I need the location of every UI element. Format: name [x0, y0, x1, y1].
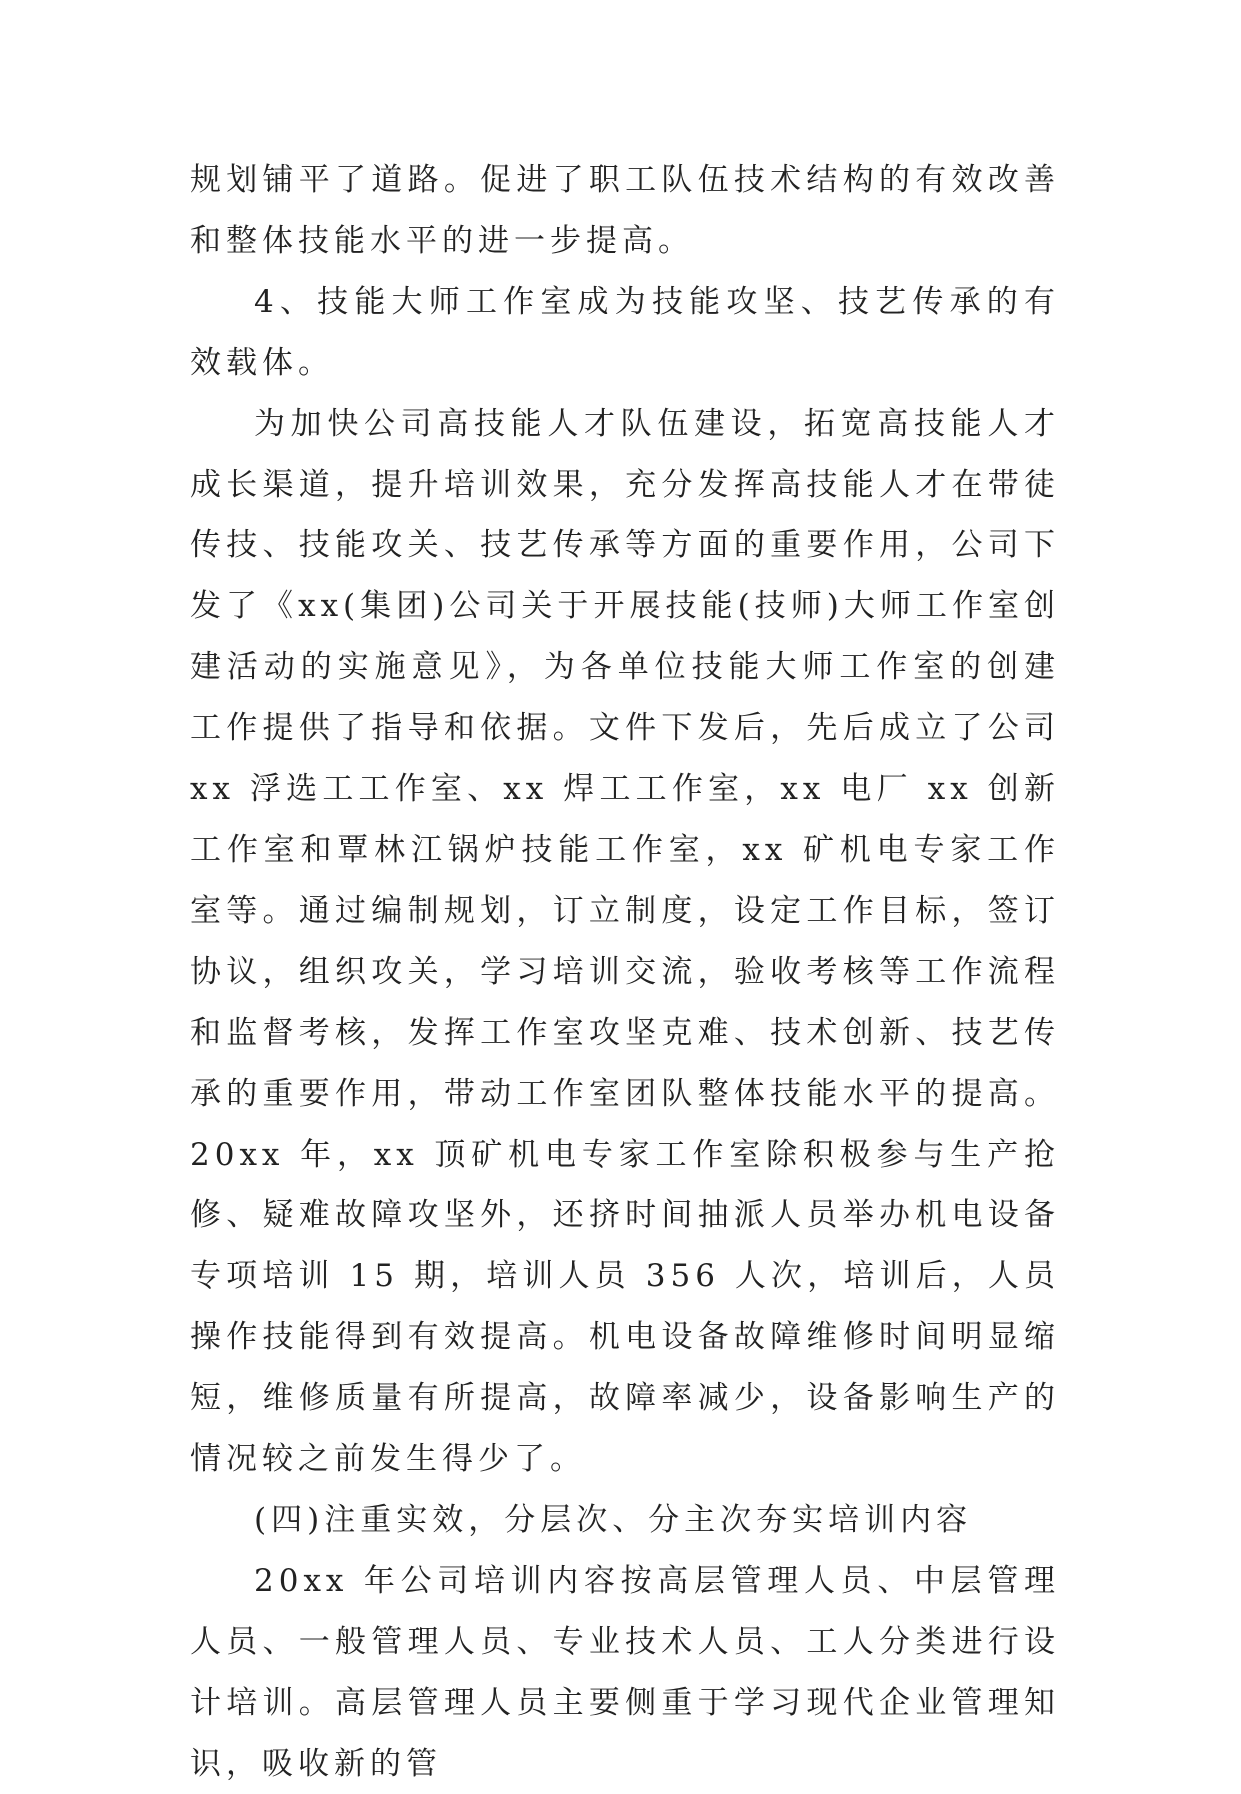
- paragraph-1: 规划铺平了道路。促进了职工队伍技术结构的有效改善和整体技能水平的进一步提高。: [190, 162, 1060, 259]
- paragraph-2-heading: 4、技能大师工作室成为技能攻坚、技艺传承的有效载体。: [190, 283, 1060, 381]
- paragraph-5: 20xx 年公司培训内容按高层管理人员、中层管理人员、一般管理人员、专业技术人员、工人分类进行设计培训。高层管理人员主要侧重于学习现代企业管理知识，吸收新的管: [190, 1562, 1060, 1782]
- document-body: [190, 150, 1060, 1794]
- section-heading-4: (四)注重实效，分层次、分主次夯实培训内容: [254, 1501, 973, 1538]
- paragraph-3: 为加快公司高技能人才队伍建设，拓宽高技能人才成长渠道，提升培训效果，充分发挥高技能人才在带徒传技、技能攻关、技艺传承等方面的重要作用，公司下发了《xx(集团)公司关于开展技能(技师)大师工作室创建活动的实施意见》，为各单位技能大师工作室的创建工作提供了指导和依据。文件下发后，先后成立了公司 xx 浮选工工作室、xx 焊工工作室，xx 电厂 xx 创新工作室和覃林江锅炉技能工作室，xx 矿机电专家工作室等。通过编制规划，订立制度，设定工作目标，签订协议，组织攻关，学习培训交流，验收考核等工作流程和监督考核，发挥工作室攻坚克难、技术创新、技艺传承的重要作用，带动工作室团队整体技能水平的提高。20xx 年，xx 顶矿机电专家工作室除积极参与生产抢修、疑难故障攻坚外，还挤时间抽派人员举办机电设备专项培训 15 期，培训人员 356 人次，培训后，人员操作技能得到有效提高。机电设备故障维修时间明显缩短，维修质量有所提高，故障率减少，设备影响生产的情况较之前发生得少了。: [190, 405, 1060, 1478]
